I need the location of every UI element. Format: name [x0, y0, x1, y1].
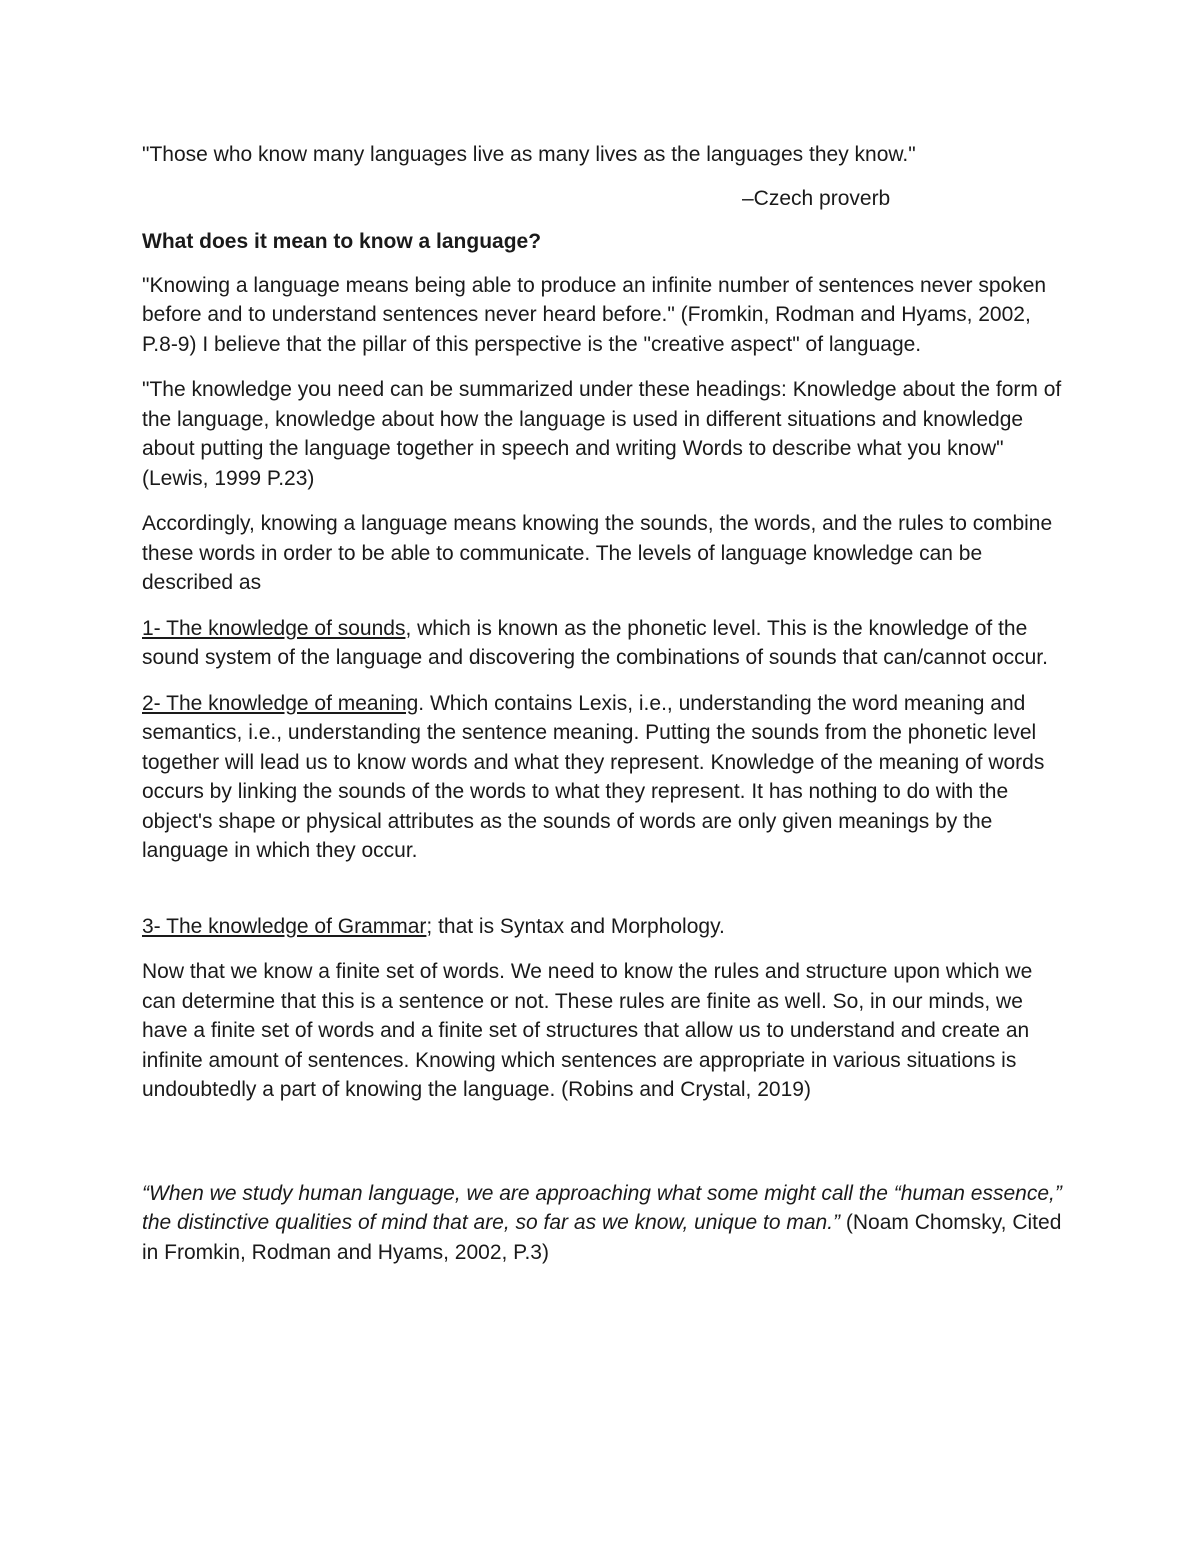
- paragraph-accordingly: Accordingly, knowing a language means knowing the sounds, the words, and the rules to combine these words in order to be able to communicate. The levels of language knowledge can be described as: [142, 512, 1053, 594]
- paragraph-lewis-quote: "The knowledge you need can be summarized under these headings: Knowledge about the form of the language, knowledge about how the language is used in different situations and knowledge about putting the language together in speech and writing Words to describe what you know" (Lewis, 1999 P.23): [142, 378, 1062, 490]
- level-1-paragraph: [142, 614, 1062, 673]
- epigraph-quote: "Those who know many languages live as many lives as the languages they know.": [142, 143, 916, 166]
- paragraph-rules-structure: Now that we know a finite set of words. We need to know the rules and structure upon which we can determine that this is a sentence or not. These rules are finite as well. So, in our minds, we have a finite set of words and a finite set of structures that allow us to understand and create an infinite amount of sentences. Knowing which sentences are appropriate in various situations is undoubtedly a part of knowing the language. (Robins and Crystal, 2019): [142, 960, 1033, 1101]
- level-3-title: 3- The knowledge of Grammar: [142, 914, 427, 938]
- closing-quote-paragraph: [142, 1179, 1062, 1268]
- level-1-text: , which is known as the phonetic level. This is the knowledge of the sound system of the language and discovering the combinations of sounds that can/cannot occur.: [142, 616, 1048, 669]
- level-1-title: 1- The knowledge of sounds: [142, 616, 406, 640]
- level-3-paragraph: [142, 912, 1062, 942]
- level-3-text: ; that is Syntax and Morphology.: [426, 914, 725, 938]
- chomsky-citation: (Noam Chomsky, Cited in Fromkin, Rodman and Hyams, 2002, P.3): [142, 1211, 1062, 1264]
- paragraph-fromkin-quote: "Knowing a language means being able to produce an infinite number of sentences never spoken before and to understand sentences never heard before." (Fromkin, Rodman and Hyams, 2002, P.8-9) I believe that the pillar of this perspective is the "creative aspect" of language.: [142, 273, 1047, 356]
- document-page: [142, 140, 1062, 1283]
- blank-line: [142, 882, 1062, 912]
- level-2-paragraph: [142, 689, 1062, 866]
- blank-lines: [142, 1121, 1062, 1179]
- level-2-text: . Which contains Lexis, i.e., understanding the word meaning and semantics, i.e., understanding the sentence meaning. Putting the sounds from the phonetic level together will lead us to know words and what they represent. Knowledge of the meaning of words occurs by linking the sounds of the words to what they represent. It has nothing to do with the object's shape or physical attributes as the sounds of words are only given meanings by the language in which they occur.: [142, 691, 1045, 862]
- epigraph-attribution: –Czech proverb: [742, 186, 891, 210]
- level-2-title: 2- The knowledge of meaning: [142, 691, 419, 715]
- section-heading: What does it mean to know a language?: [142, 230, 542, 253]
- chomsky-quote: “When we study human language, we are approaching what some might call the “human essence,” the distinctive qualities of mind that are, so far as we know, unique to man.”: [142, 1181, 1062, 1234]
